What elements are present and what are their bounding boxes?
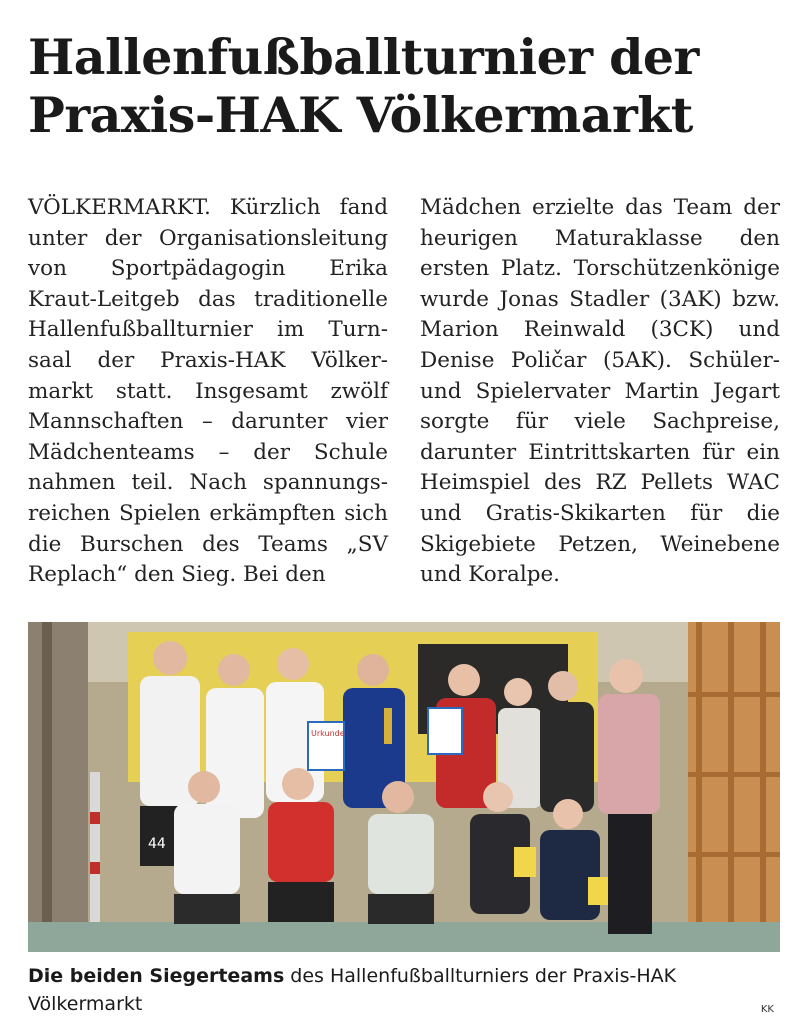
article-column-right: Mädchen erzielte das Team der heurigen Maturaklasse den ersten Platz. Torschützenkönige wurde Jonas Stadler (3AK) bzw. Marion Reinwald (3CK) und Denise Poličar (5AK). Schüler- und Spielervater Martin Jegart sorgte für viele Sachpreise, darunter Eintrittskarten für ein Heimspiel des RZ Pellets WAC und Gratis-Skikarten für die Skigebiete Petzen, Weinebene und Koralpe. bbox=[420, 195, 780, 588]
headline bbox=[28, 28, 768, 144]
team-photo bbox=[28, 622, 780, 952]
team-photo-illustration bbox=[28, 622, 780, 952]
caption-bold: Die beiden Siegerteams bbox=[28, 965, 285, 987]
caption-text: des Hallenfußballturniers der Praxis-HAK Völkermarkt bbox=[28, 965, 677, 1015]
photo-caption bbox=[28, 962, 768, 1018]
photo-credit: KK bbox=[760, 1004, 774, 1015]
headline-line-2: Praxis-HAK Völkermarkt bbox=[28, 86, 693, 144]
jersey-number: 44 bbox=[148, 836, 166, 852]
article-column-left: VÖLKERMARKT. Kürzlich fand unter der Organisationsleitung von Sportpädagogin Erika Kraut-Leitgeb das traditionelle Hallenfußballturnier im Turnsaal der Praxis-HAK Völkermarkt statt. Insgesamt zwölf Mannschaften – darunter vier Mädchenteams – der Schule nahmen teil. Nach spannungsreichen Spielen erkämpften sich die Burschen des Teams „SV Replach“ den Sieg. Bei den bbox=[28, 195, 388, 588]
certificate-label: Urkunde bbox=[311, 729, 345, 738]
headline-line-1: Hallenfußballturnier der bbox=[28, 28, 699, 86]
